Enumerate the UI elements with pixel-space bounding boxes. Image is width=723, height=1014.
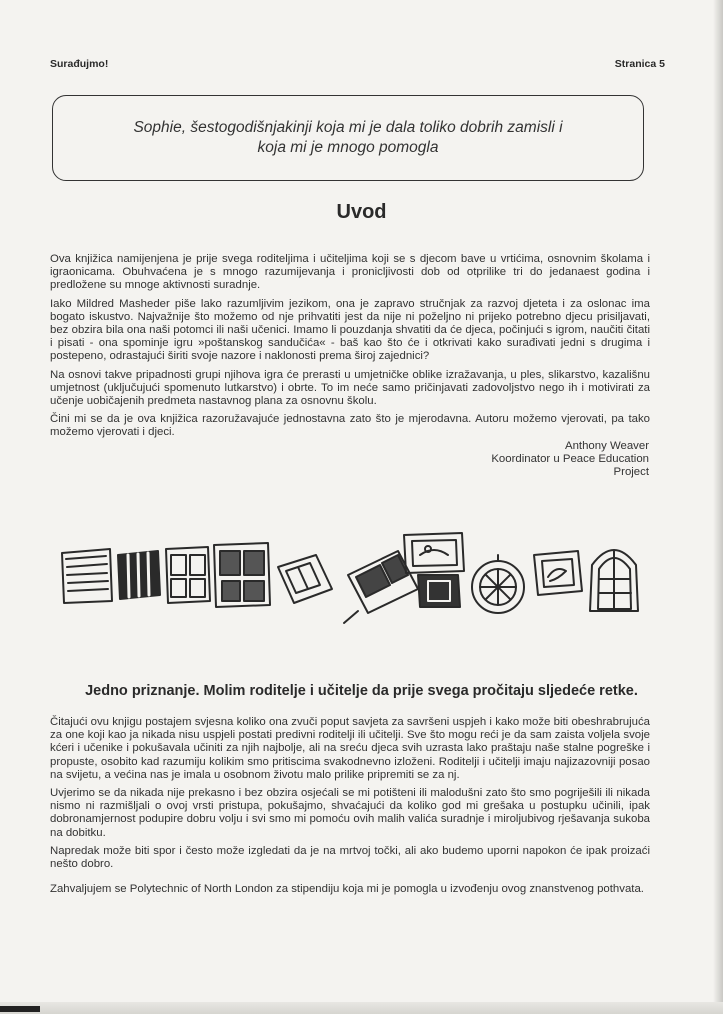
scan-footer-edge bbox=[0, 1002, 723, 1014]
intro-body bbox=[50, 253, 650, 445]
signature-role-line1: Koordinator u Peace Education bbox=[491, 453, 649, 465]
page-edge-shadow bbox=[713, 0, 723, 1014]
window-sketch-4 bbox=[214, 543, 270, 607]
running-header-title: Surađujmo! bbox=[50, 58, 109, 70]
dedication-box bbox=[52, 95, 644, 181]
window-sketch-3 bbox=[166, 547, 210, 603]
intro-paragraph: Ova knjižica namijenjena je prije svega roditeljima i učiteljima koji se s djecom bave u vrtićima, osnovnim školama i igraonicama. Obuhvaćena je s mnogo razumijevanja i pronicljivosti dob od otprilike tri do jedanaest godina i predložene su mnoge aktivnosti suradnje. bbox=[50, 253, 650, 292]
dedication-text: Sophie, šestogodišnjakinji koja mi je dala toliko dobrih zamisli i koja mi je mnogo pomogla bbox=[133, 119, 563, 156]
windows-illustration bbox=[58, 515, 648, 625]
window-sketch-5 bbox=[278, 555, 332, 603]
window-sketch-7 bbox=[404, 533, 464, 573]
window-sketch-1 bbox=[62, 549, 112, 603]
window-sketch-11-arched bbox=[590, 550, 638, 611]
acknowledgement-body bbox=[50, 716, 650, 901]
intro-paragraph: Iako Mildred Masheder piše lako razumljivim jezikom, ona je zapravo stručnjak za razvoj djeteta i za oslonac ima bogato iskustvo. Najvažnije što možemo od nje prihvatiti jest da nije ni poželjno ni prijeko potrebno djecu prisiljavati, bez obzira bila ona naši potomci ili naši učenici. Imamo li pouzdanja shvatiti da će djeca, počinjući s igrom, naučiti čitati i pisati - ona spominje igru »poštanskog sandučića« - baš kao što će i otkrivati kako surađivati jedni s drugima i postepeno, odrastajući širiti svoje nazore i naklonosti prema široj zajednici? bbox=[50, 297, 650, 363]
signature-name: Anthony Weaver bbox=[564, 440, 649, 452]
section-title-acknowledgement: Jedno priznanje. Molim roditelje i učitelje da prije svega pročitaju sljedeće retke. bbox=[85, 683, 638, 699]
intro-paragraph: Čini mi se da je ova knjižica razoružavajuće jednostavna zato što je mjerodavna. Autoru možemo vjerovati, pa tako možemo vjerovati i djeci. bbox=[50, 413, 650, 439]
acknowledgement-paragraph: Zahvaljujem se Polytechnic of North London za stipendiju koja mi je pomogla u izvođenju ovog znanstvenog pothvata. bbox=[50, 883, 644, 896]
acknowledgement-paragraph: Napredak može biti spor i često može izgledati da je na mrtvoj točki, ali ako budemo uporni napokon će ipak proizaći nešto dobro. bbox=[50, 844, 650, 871]
window-sketch-8 bbox=[418, 575, 460, 607]
signature-role-line2: Project bbox=[613, 466, 649, 478]
acknowledgement-paragraph: Čitajući ovu knjigu postajem svjesna koliko ona zvuči poput savjeta za savršeni uspjeh i kako može biti obeshrabrujuća za one koji kao ja nikada nisu uspjeli postati predivni roditelji ili učitelji. Sve što mogu reći je da sam zaista voljela svoje kćeri i učenike i pokušavala učiniti za njih najbolje, ali na sreću djeca svih uzrasta lako praštaju naše stalne pogreške i propuste, osobito kad razumiju kolikim smo pritiscima svakodnevno izloženi. Roditelji i učitelji imaju najizazovniji posao na svijetu, a većina nas je imala u osobnom životu malo prilike pripremiti se za nj. bbox=[50, 716, 650, 781]
acknowledgement-paragraph: Uvjerimo se da nikada nije prekasno i bez obzira osjećali se mi potišteni ili malodušni zato što smo pogriješili ili nikada nismo ni razmišljali o ovoj vrsti pristupa, pokušajmo, shvaćajući da koliko god mi grešaka u postupku učinili, ipak dobronamjernost podupire dobru volju i svi smo mi pomoću ovih malih valića suradnje i miroljubivog rješavanja sukoba na dobitku. bbox=[50, 787, 650, 839]
window-sketch-6 bbox=[344, 551, 418, 623]
window-sketch-10 bbox=[534, 551, 582, 595]
window-sketch-2 bbox=[118, 551, 160, 599]
signature-block bbox=[491, 440, 649, 479]
section-title-intro: Uvod bbox=[336, 201, 387, 223]
intro-paragraph: Na osnovi takve pripadnosti grupi njihova igra će prerasti u umjetničke oblike izražavanja, u ples, slikarstvo, kazališnu umjetnost (uključujući spomenuto lutkarstvo) i obrte. To im neće samo pričinjavati zadovoljstvo nego ih i motivirati za učenje uobičajenih predmeta nastavnog plana za osnovnu školu. bbox=[50, 368, 650, 408]
window-sketch-9-round bbox=[472, 555, 524, 613]
page-number: Stranica 5 bbox=[614, 58, 665, 70]
